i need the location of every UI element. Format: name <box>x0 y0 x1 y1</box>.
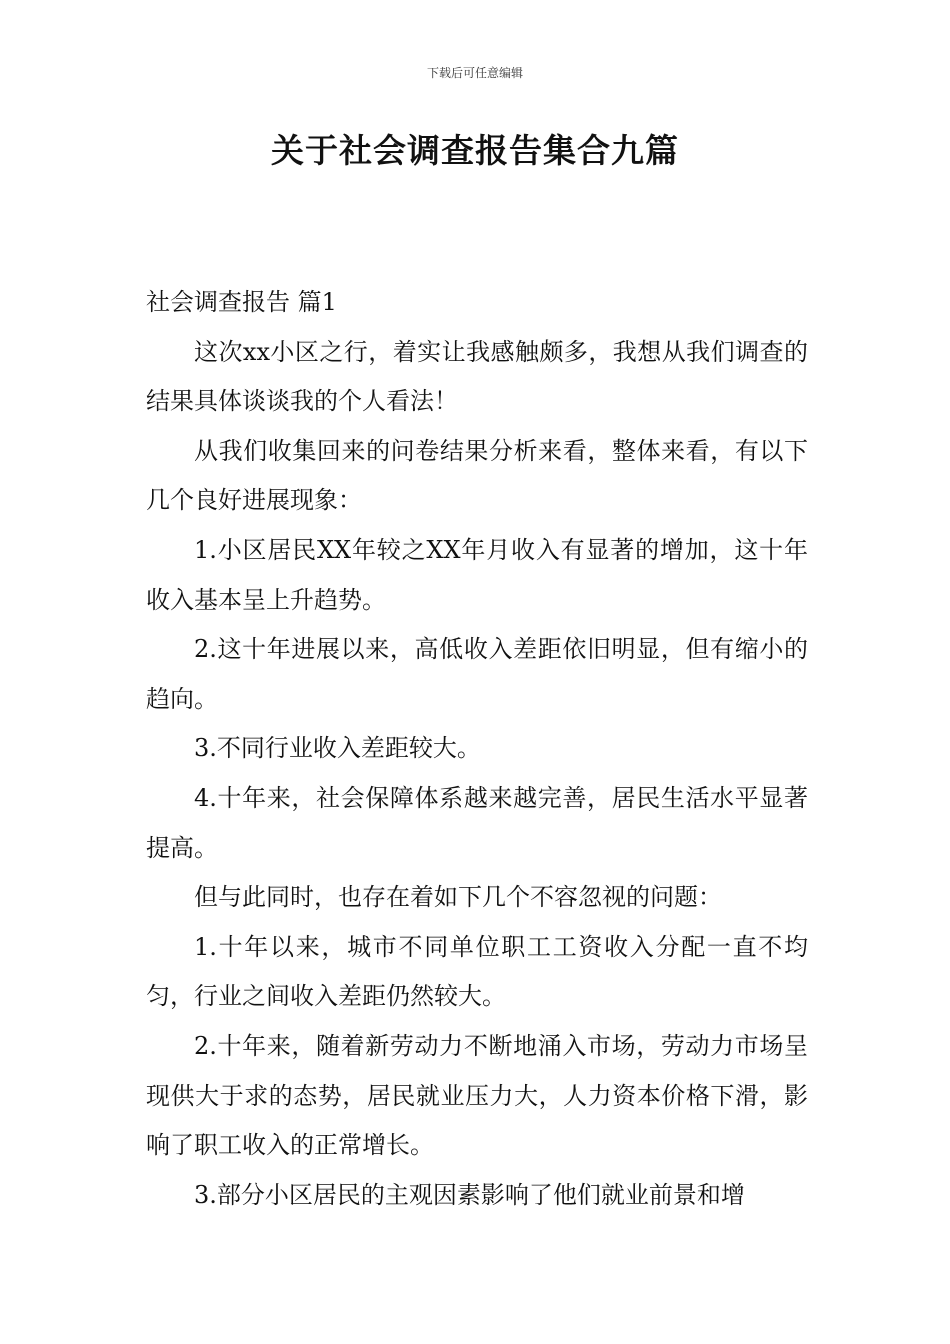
list-item-problem-1: 1.十年以来，城市不同单位职工工资收入分配一直不均匀，行业之间收入差距仍然较大。 <box>146 932 808 1011</box>
list-item-problem-3: 3.部分小区居民的主观因素影响了他们就业前景和增 <box>194 1180 745 1209</box>
paragraph-problems-intro: 但与此同时，也存在着如下几个不容忽视的问题： <box>194 883 722 912</box>
list-item-problem-2: 2.十年来，随着新劳动力不断地涌入市场，劳动力市场呈现供大于求的态势，居民就业压力大，人力资本价格下滑，影响了职工收入的正常增长。 <box>146 1031 808 1160</box>
paragraph-positive-intro: 从我们收集回来的问卷结果分析来看，整体来看，有以下几个良好进展现象： <box>146 436 808 515</box>
list-item-positive-4: 4.十年来，社会保障体系越来越完善，居民生活水平显著提高。 <box>146 783 808 862</box>
list-item-positive-3: 3.不同行业收入差距较大。 <box>194 734 481 763</box>
section-heading: 社会调查报告 篇1 <box>146 288 337 316</box>
document-title: 关于社会调查报告集合九篇 <box>271 131 679 170</box>
document-body <box>146 278 808 1220</box>
list-item-positive-1: 1.小区居民XX年较之XX年月收入有显著的增加，这十年收入基本呈上升趋势。 <box>146 535 808 614</box>
page-header-note: 下载后可任意编辑 <box>426 66 523 80</box>
paragraph-intro: 这次xx小区之行，着实让我感触颇多，我想从我们调查的结果具体谈谈我的个人看法！ <box>146 337 808 416</box>
list-item-positive-2: 2.这十年进展以来，高低收入差距依旧明显，但有缩小的趋向。 <box>146 635 808 713</box>
